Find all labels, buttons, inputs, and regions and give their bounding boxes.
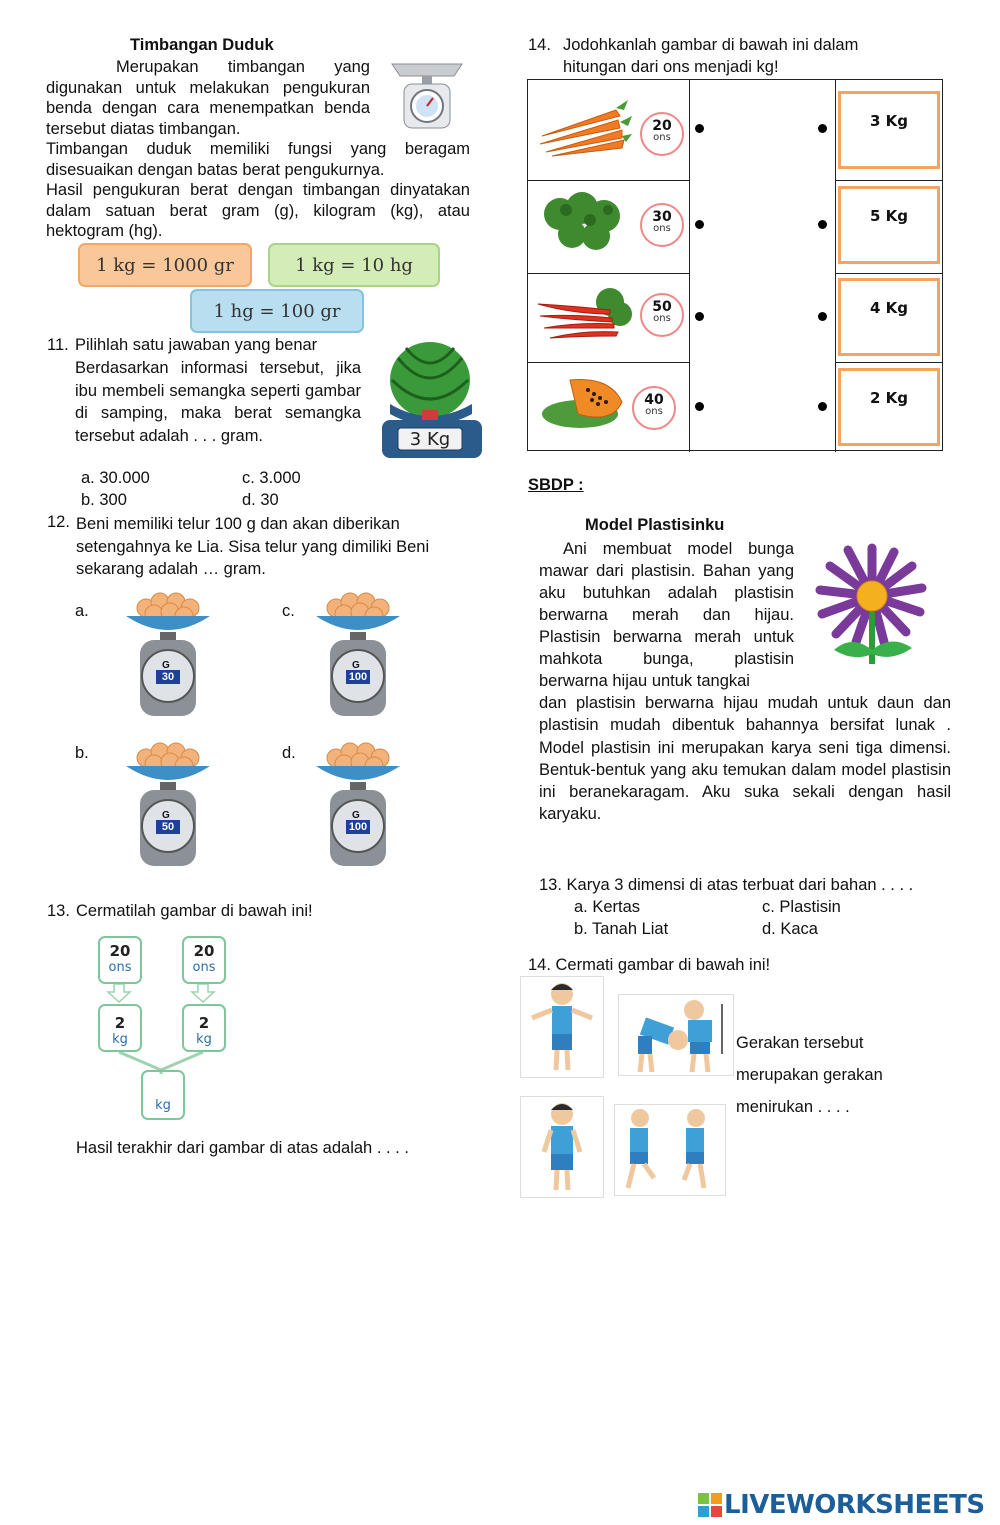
q14-instruction-1: Jodohkanlah gambar di bawah ini dalam: [563, 36, 859, 54]
formula-kg-gr: 1 kg = 1000 gr: [78, 243, 252, 287]
scale-reading: 3 Kg: [409, 429, 451, 450]
brand-icon: [698, 1493, 722, 1517]
ons-badge-20: 20 ons: [640, 112, 684, 156]
boy-standing-image: [520, 1096, 604, 1198]
boy-arms-movement-image: [520, 976, 604, 1078]
ons-badge-30: 30 ons: [640, 203, 684, 247]
match-dot-right-4[interactable]: [818, 402, 827, 411]
ons-badge-40: 40 ons: [632, 386, 676, 430]
q12-question: Beni memiliki telur 100 g dan akan diberikan setengahnya ke Lia. Sisa telur yang dimiliki Beni sekarang adalah … gram.: [76, 515, 430, 578]
model-paragraph-a: Ani membuat model bunga mawar dari plastisin. Bahan yang aku butuhkan adalah plastisin berwarna merah dan hijau. Plastisin berwarna merah untuk mahkota bunga, plastisin berwarna hijau untuk tangkai: [539, 540, 794, 690]
q13-footer: Hasil terakhir dari gambar di atas adalah . . . .: [76, 1139, 409, 1157]
formula-hg-gr: 1 hg = 100 gr: [190, 289, 364, 333]
paragraph-3: Hasil pengukuran berat dengan timbangan dinyatakan dalam satuan berat gram (g), kilogram (kg), atau hektogram (hg).: [46, 181, 470, 240]
answer-box-1: 3 Kg: [838, 91, 940, 169]
match-dot-left-1[interactable]: [695, 124, 704, 133]
sbdp-q13-question: 13. Karya 3 dimensi di atas terbuat dari bahan . . . .: [539, 876, 914, 894]
sbdp-q13-option-c[interactable]: c. Plastisin: [762, 898, 841, 916]
egg-scale-image: [120, 738, 216, 870]
movement-text-1: Gerakan tersebut: [736, 1034, 864, 1052]
papaya-image: [540, 372, 624, 432]
egg-scale-g: G: [162, 810, 170, 821]
paragraph-2: Timbangan duduk memiliki fungsi yang beragam disesuaikan dengan batas berat pengukurnya.: [46, 140, 470, 179]
q12-option-b-label: b.: [75, 744, 89, 762]
q11-question: Berdasarkan informasi tersebut, jika ibu membeli semangka seperti gambar di samping, maka berat semangka tersebut adalah . . . gram.: [75, 359, 361, 445]
answer-box-3: 4 Kg: [838, 278, 940, 356]
q14-number: 14.: [528, 36, 551, 54]
q13-number: 13.: [47, 902, 70, 920]
sbdp-q13-option-d[interactable]: d. Kaca: [762, 920, 818, 938]
egg-scale-g: G: [352, 810, 360, 821]
boy-stepping-movement-image: [614, 1104, 726, 1196]
match-dot-right-3[interactable]: [818, 312, 827, 321]
q12-option-d-label: d.: [282, 744, 296, 762]
chili-image: [534, 284, 634, 344]
ons-badge-50: 50 ons: [640, 293, 684, 337]
match-dot-left-2[interactable]: [695, 220, 704, 229]
model-title: Model Plastisinku: [585, 516, 725, 534]
q11-number: 11.: [47, 336, 69, 354]
sbdp-heading: SBDP :: [528, 476, 584, 494]
section-title: Timbangan Duduk: [130, 36, 274, 54]
carrot-image: [536, 96, 634, 160]
q12-option-c-label: c.: [282, 602, 295, 620]
match-dot-left-4[interactable]: [695, 402, 704, 411]
intro-paragraph: Merupakan timbangan yang digunakan untuk melakukan pengukuran benda dengan cara menempatkan benda tersebut diatas timbangan.: [46, 58, 370, 138]
flower-image: [812, 538, 932, 666]
egg-scale-image: [120, 588, 216, 720]
egg-scale-value: 30: [161, 671, 175, 683]
egg-scale-g: G: [162, 660, 170, 671]
q11-instruction: Pilihlah satu jawaban yang benar: [75, 336, 318, 354]
match-dot-left-3[interactable]: [695, 312, 704, 321]
q11-option-d[interactable]: d. 30: [242, 491, 279, 509]
scale-icon: [388, 58, 466, 130]
movement-text-3: menirukan . . . .: [736, 1098, 850, 1116]
boy-bending-movement-image: [618, 994, 734, 1076]
q13-result-box[interactable]: kg: [141, 1070, 185, 1120]
egg-scale-image: [310, 588, 406, 720]
q13-box-20-ons-left: 20 ons: [98, 936, 142, 984]
q11-option-a[interactable]: a. 30.000: [81, 469, 150, 487]
q14-instruction-2: hitungan dari ons menjadi kg!: [563, 58, 779, 76]
q13-question: Cermatilah gambar di bawah ini!: [76, 902, 313, 920]
match-dot-right-2[interactable]: [818, 220, 827, 229]
q11-option-b[interactable]: b. 300: [81, 491, 127, 509]
q12-option-a-label: a.: [75, 602, 89, 620]
egg-scale-image: [310, 738, 406, 870]
q11-option-c[interactable]: c. 3.000: [242, 469, 301, 487]
liveworksheets-logo: [698, 1490, 985, 1520]
sbdp-q14-question: 14. Cermati gambar di bawah ini!: [528, 956, 771, 974]
match-dot-right-1[interactable]: [818, 124, 827, 133]
answer-box-2: 5 Kg: [838, 186, 940, 264]
egg-scale-g: G: [352, 660, 360, 671]
brand-text: LIVEWORKSHEETS: [724, 1490, 985, 1520]
model-paragraph-b: dan plastisin berwarna hijau mudah untuk daun dan plastisin mudah dibentuk bahannya bersifat lunak . Model plastisin ini merupakan karya seni tiga dimensi. Bentuk-bentuk yang aku temukan dalam model plastisin ini beranekaragam. Aku suka sekali dengan hasil karyaku.: [539, 694, 951, 824]
vegetable-image: [538, 190, 630, 256]
formula-kg-hg: 1 kg = 10 hg: [268, 243, 440, 287]
movement-text-2: merupakan gerakan: [736, 1066, 883, 1084]
sbdp-q13-option-b[interactable]: b. Tanah Liat: [574, 920, 669, 938]
answer-box-4: 2 Kg: [838, 368, 940, 446]
sbdp-q13-option-a[interactable]: a. Kertas: [574, 898, 641, 916]
egg-scale-value: 100: [348, 671, 368, 683]
q13-box-2-kg-right: 2 kg: [182, 1004, 226, 1052]
q12-number: 12.: [47, 513, 70, 531]
egg-scale-value: 50: [161, 821, 175, 833]
q13-box-20-ons-right: 20 ons: [182, 936, 226, 984]
egg-scale-value: 100: [348, 821, 368, 833]
q13-box-2-kg-left: 2 kg: [98, 1004, 142, 1052]
